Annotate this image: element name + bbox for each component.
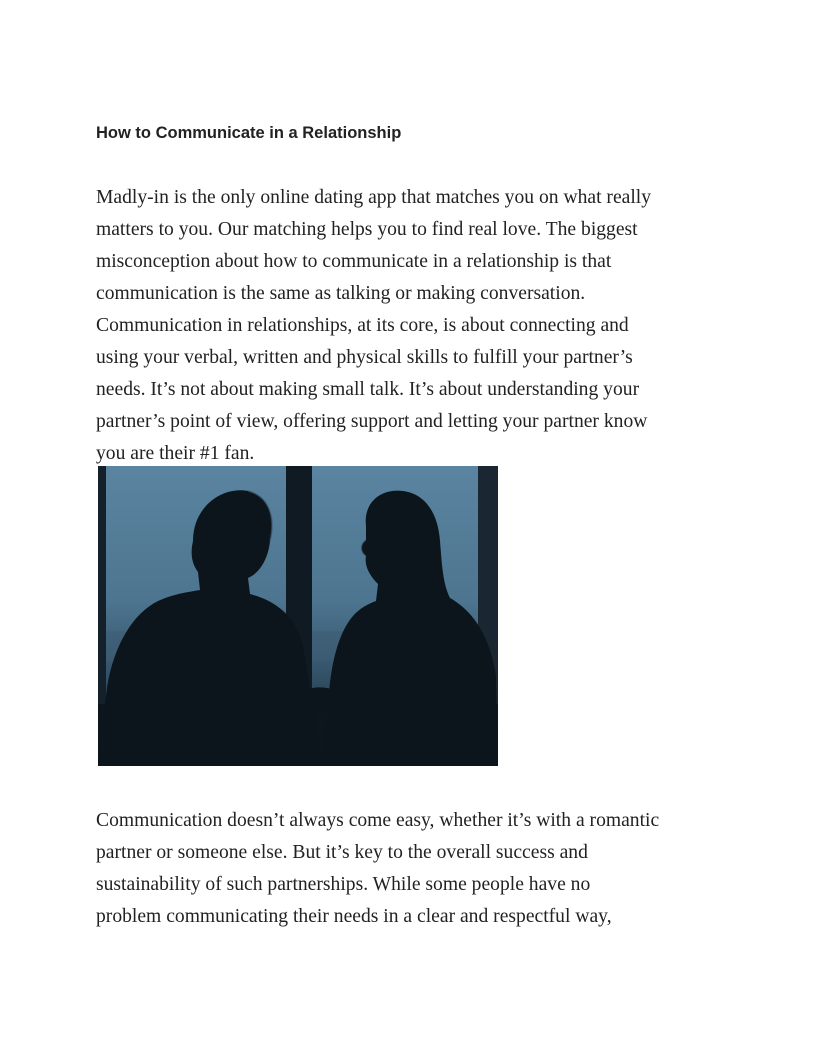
text-line: needs. It’s not about making small talk. It’s about understanding your: [96, 379, 640, 400]
couple-silhouette-photo: [98, 466, 498, 766]
text-line: Communication doesn’t always come easy, whether it’s with a romantic: [96, 810, 660, 831]
intro-paragraph: [96, 182, 736, 470]
body-paragraph: [96, 805, 736, 933]
text-line: partner or someone else. But it’s key to the overall success and: [96, 842, 588, 863]
text-line: Communication in relationships, at its core, is about connecting and: [96, 315, 629, 336]
text-line: matters to you. Our matching helps you to find real love. The biggest: [96, 219, 638, 240]
text-line: partner’s point of view, offering support and letting your partner know: [96, 411, 648, 432]
text-line: using your verbal, written and physical skills to fulfill your partner’s: [96, 347, 633, 368]
text-line: misconception about how to communicate in a relationship is that: [96, 251, 612, 272]
text-line: problem communicating their needs in a clear and respectful way,: [96, 906, 612, 927]
text-line: communication is the same as talking or making conversation.: [96, 283, 586, 304]
couple-silhouette-image: [98, 466, 498, 766]
text-line: Madly-in is the only online dating app that matches you on what really: [96, 187, 652, 208]
text-line: you are their #1 fan.: [96, 443, 255, 464]
article-title: How to Communicate in a Relationship: [96, 124, 402, 142]
text-line: sustainability of such partnerships. While some people have no: [96, 874, 591, 895]
